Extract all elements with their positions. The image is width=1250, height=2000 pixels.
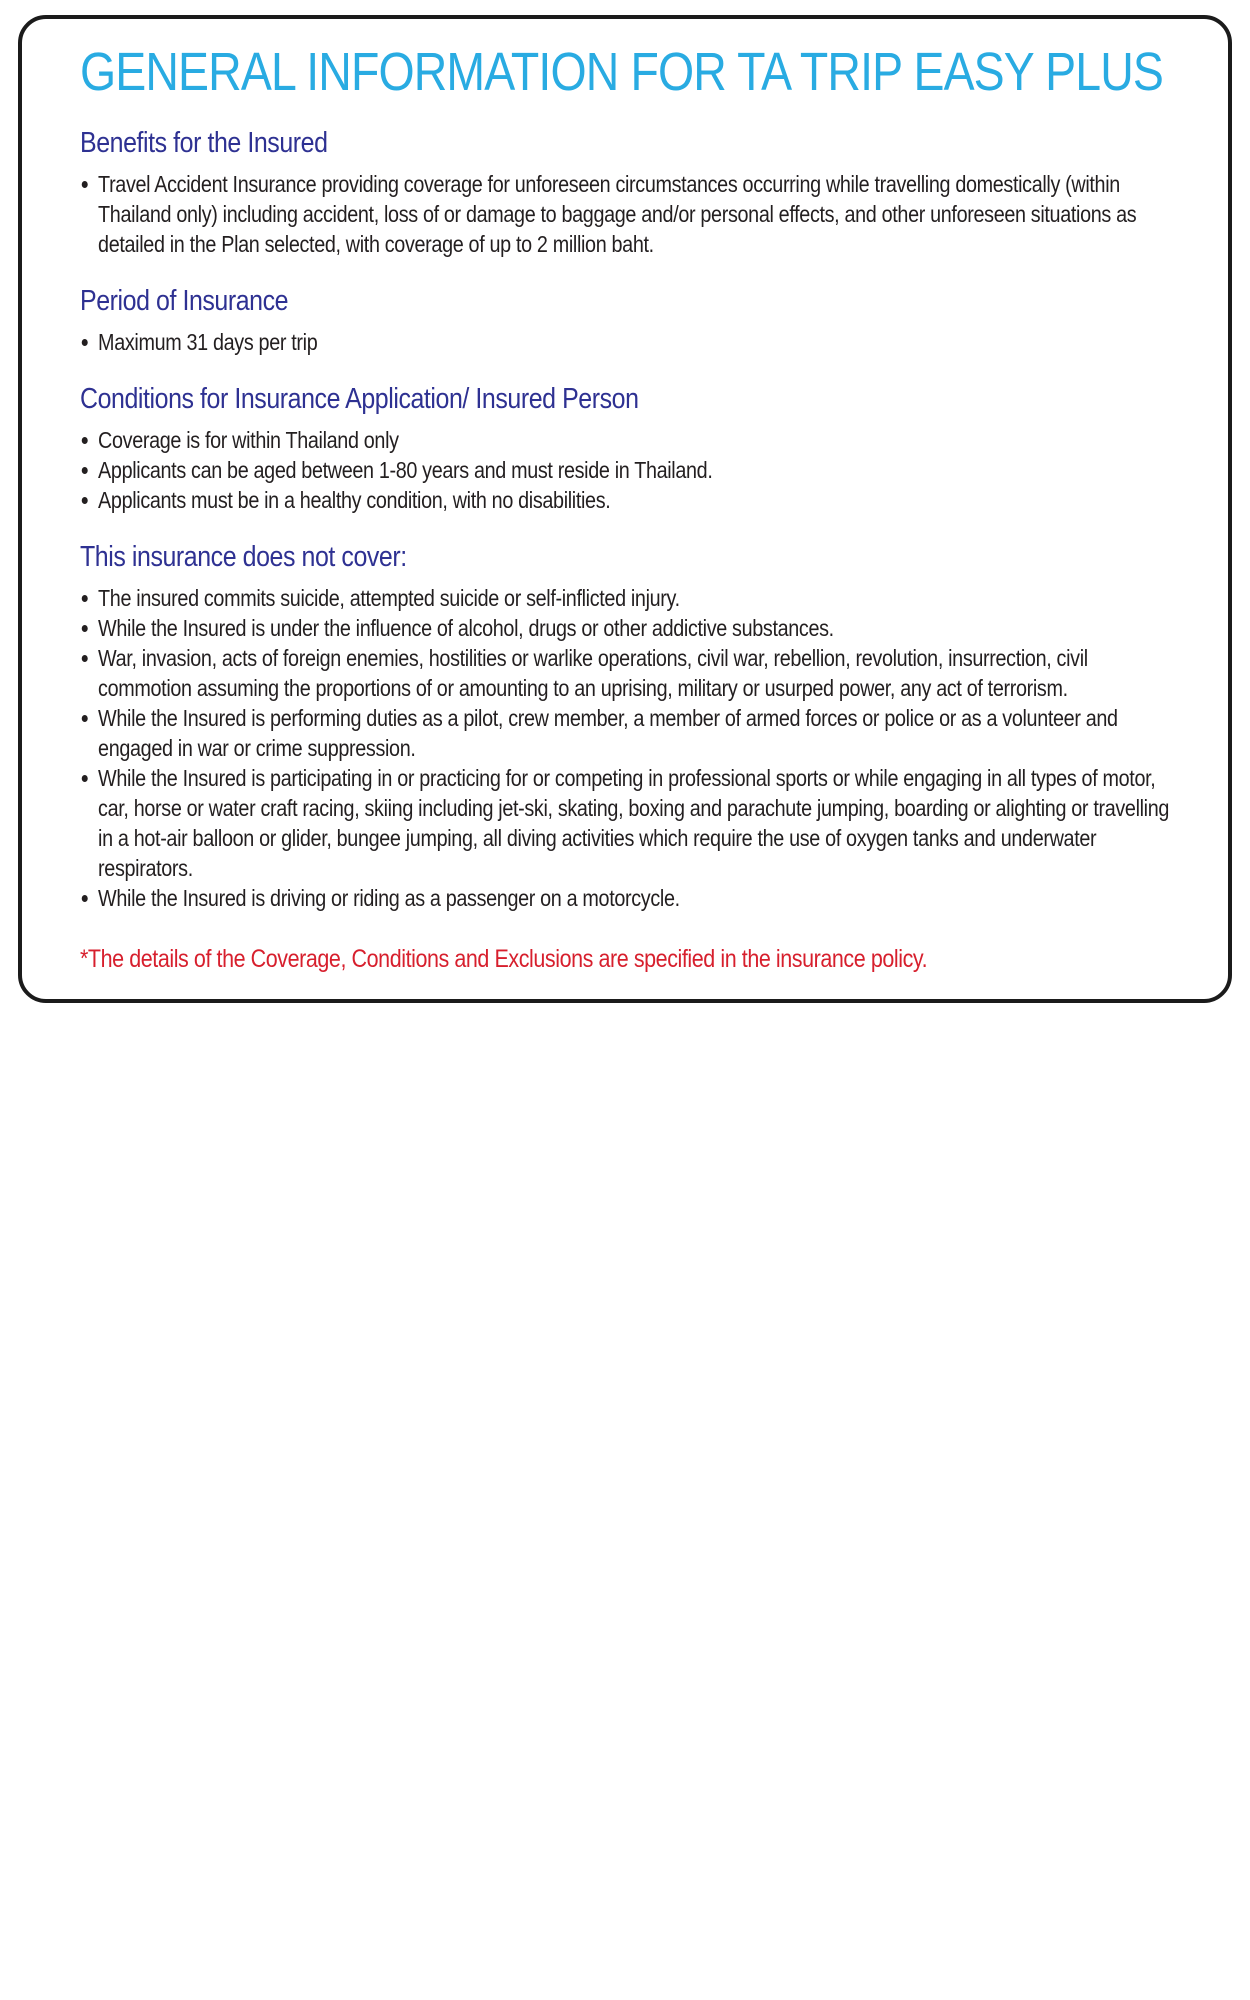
bullet-item (80, 763, 1181, 883)
bullet-text: While the Insured is participating in or practicing for or competing in professional sports or while engaging in all types of motor, car, horse or water craft racing, skiing including jet-ski, skating, boxing and parachute jumping, boarding or alighting or travelling in a hot-air balloon or glider, bungee jumping, all diving activities which require the use of oxygen tanks and underwater respirators. (98, 765, 1170, 881)
bullet-icon (82, 625, 88, 632)
bullet-icon (82, 437, 88, 444)
bullet-text: The insured commits suicide, attempted suicide or self-inflicted injury. (98, 585, 680, 611)
bullet-item (80, 583, 1181, 613)
section-heading: This insurance does not cover: (80, 541, 407, 573)
section-exclusions (80, 539, 1181, 913)
bullet-icon (82, 467, 88, 474)
bullet-item (80, 169, 1181, 259)
bullet-list (80, 327, 1181, 357)
page-title: GENERAL INFORMATION FOR TA TRIP EASY PLUS (80, 42, 1164, 102)
bullet-list (80, 425, 1181, 515)
bullet-item (80, 455, 1181, 485)
text-block (80, 43, 1181, 975)
section-heading: Period of Insurance (80, 285, 289, 317)
bullet-icon (82, 655, 88, 662)
bullet-icon (82, 181, 88, 188)
bullet-item (80, 643, 1181, 703)
section-heading: Benefits for the Insured (80, 127, 328, 159)
bullet-list (80, 583, 1181, 913)
bullet-item (80, 485, 1181, 515)
bullet-text: While the Insured is performing duties as a pilot, crew member, a member of armed forces or police or as a volunteer and engaged in war or crime suppression. (98, 705, 1118, 761)
bullet-text: War, invasion, acts of foreign enemies, hostilities or warlike operations, civil war, rebellion, revolution, insurrection, civil commotion assuming the proportions of or amounting to an uprising, military or usurped power, any act of terrorism. (98, 645, 1088, 701)
bullet-text: While the Insured is driving or riding as a passenger on a motorcycle. (98, 885, 680, 911)
section-heading: Conditions for Insurance Application/ Insured Person (80, 383, 639, 415)
section-conditions (80, 381, 1181, 515)
bullet-item (80, 425, 1181, 455)
bullet-item (80, 883, 1181, 913)
bullet-icon (82, 775, 88, 782)
section-period (80, 283, 1181, 357)
bullet-item (80, 703, 1181, 763)
bullet-icon (82, 497, 88, 504)
bullet-icon (82, 895, 88, 902)
bullet-text: Maximum 31 days per trip (98, 329, 318, 355)
bullet-text: While the Insured is under the influence of alcohol, drugs or other addictive substances. (98, 615, 834, 641)
bullet-text: Coverage is for within Thailand only (98, 427, 399, 453)
bullet-icon (82, 339, 88, 346)
section-benefits (80, 125, 1181, 259)
bullet-icon (82, 715, 88, 722)
policy-footnote: *The details of the Coverage, Conditions and Exclusions are specified in the insurance policy. (80, 945, 928, 973)
bullet-text: Travel Accident Insurance providing coverage for unforeseen circumstances occurring while travelling domestically (within Thailand only) including accident, loss of or damage to baggage and/or personal effects, and other unforeseen situations as detailed in the Plan selected, with coverage of up to 2 million baht. (98, 171, 1137, 257)
bullet-list (80, 169, 1181, 259)
bullet-icon (82, 595, 88, 602)
bullet-text: Applicants can be aged between 1-80 years and must reside in Thailand. (98, 457, 713, 483)
bullet-item (80, 327, 1181, 357)
info-card (18, 15, 1232, 1003)
bullet-text: Applicants must be in a healthy condition, with no disabilities. (98, 487, 611, 513)
card-content (22, 19, 1228, 975)
bullet-item (80, 613, 1181, 643)
